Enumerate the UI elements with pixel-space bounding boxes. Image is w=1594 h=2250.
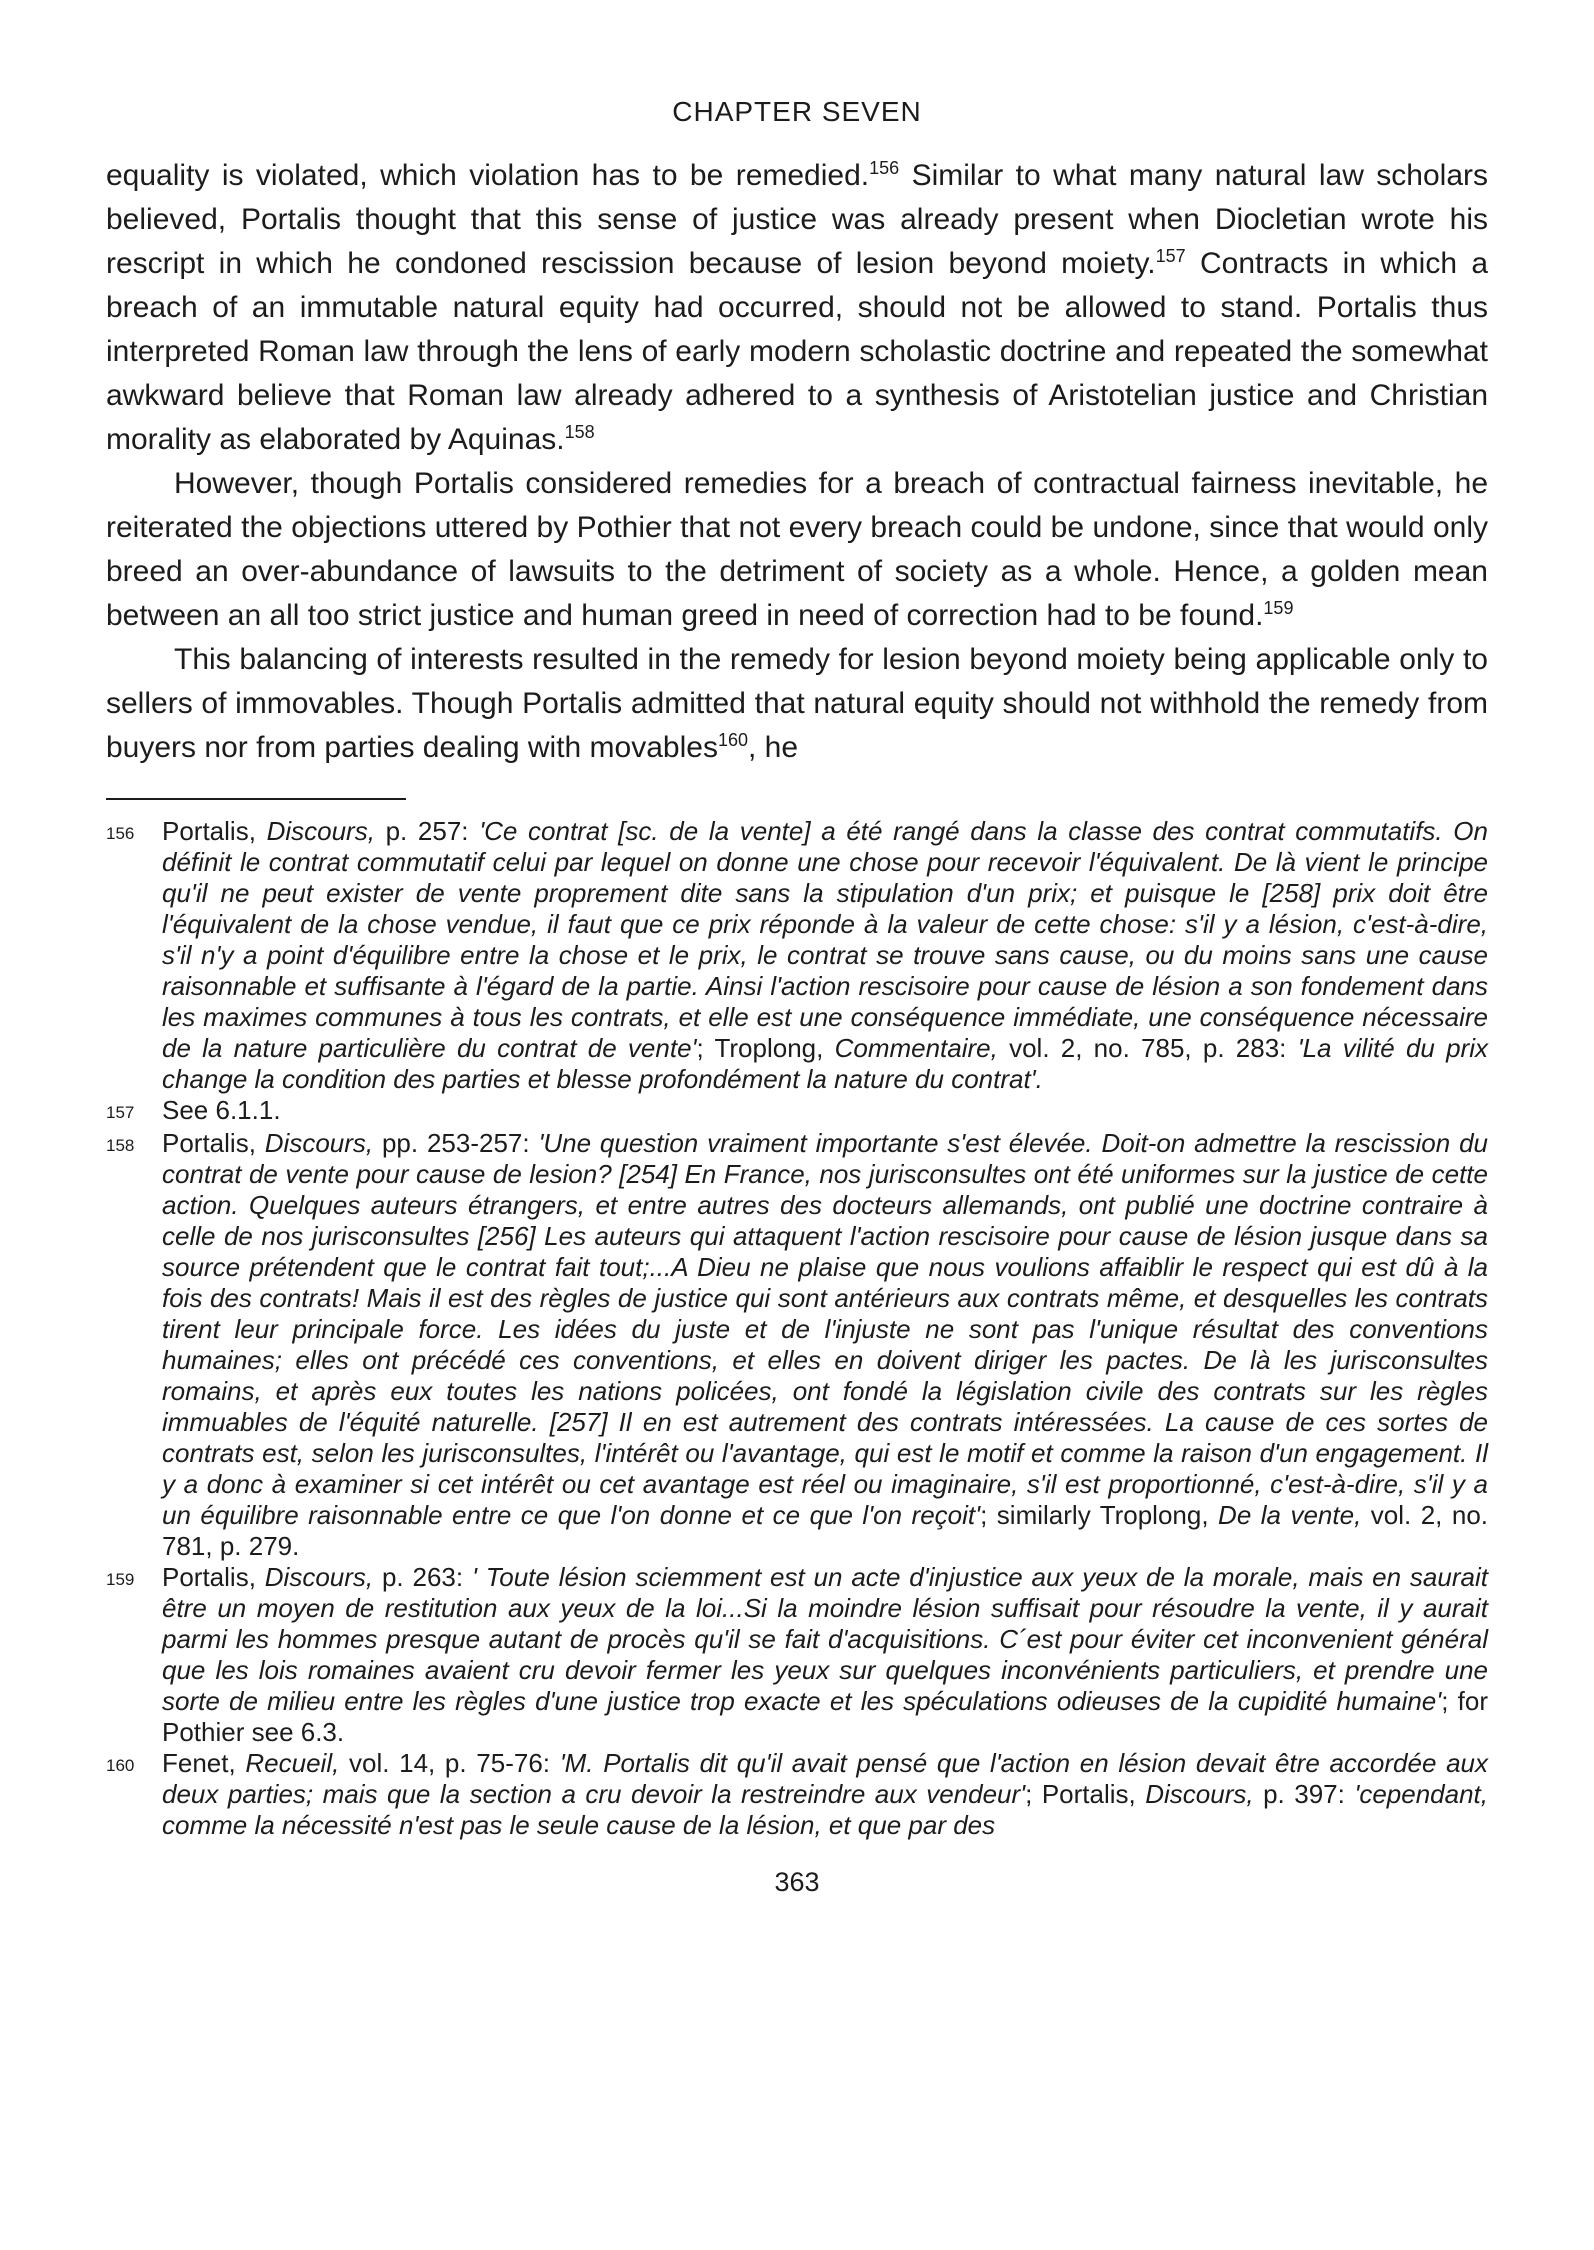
footnote-ref: 157 xyxy=(1155,246,1186,266)
text-segment: Portalis, xyxy=(162,1128,265,1158)
footnote xyxy=(106,1562,1488,1748)
footnote xyxy=(106,1095,1488,1128)
footnote-text xyxy=(162,1095,1488,1128)
footnote-ref: 159 xyxy=(1263,598,1294,618)
text-segment: Portalis, xyxy=(162,1562,265,1592)
text-segment: vol. 14, p. 75-76: xyxy=(339,1748,560,1778)
chapter-header: CHAPTER SEVEN xyxy=(672,96,922,127)
text-segment: ; Portalis, xyxy=(1025,1779,1146,1809)
footnote-ref: 158 xyxy=(564,422,595,442)
footnote-text xyxy=(162,816,1488,1095)
text-segment: , he xyxy=(748,731,799,764)
text-segment: Portalis, xyxy=(162,816,267,846)
footnote-separator xyxy=(106,798,406,800)
text-segment: 'Une question vraiment importante s'est élevée. Doit-on admettre la rescission du contrat de vente pour cause de lesion? [254] En France, nos jurisconsultes ont été uniformes sur la justice de cette action. Quelques auteurs étrangers, et entre autres des docteurs allemands, ont publié une doctrine contraire à celle de nos jurisconsultes [256] Les auteurs qui attaquent l'action rescisoire pour cause de lésion jusque dans sa source prétendent que le contrat fait tout;...A Dieu ne plaise que nous voulions affaiblir le respect qui est dû à la fois des contrats! Mais il est des règles de justice qui sont antérieurs aux contrats même, et desquelles les contrats tirent leur principale force. Les idées du juste et de l'injuste ne sont pas l'unique résultat des conventions humaines; elles ont précédé ces conventions, et elles en doivent diriger les pactes. De là les jurisconsultes romains, et après eux toutes les nations policées, ont fondé la législation civile des contrats sur les règles immuables de l'équité naturelle. [257] Il en est autrement des contrats intéressées. La cause de ces sortes de contrats est, selon les jurisconsultes, l'intérêt ou l'avantage, qui est le motif et comme la raison d'un engagement. Il y a donc à examiner si cet intérêt ou cet avantage est réel ou imaginaire, s'il est proportionné, c'est-à-dire, s'il y a un équilibre raisonnable entre ce que l'on donne et ce que l'on reçoit' xyxy=(162,1128,1488,1530)
footnote-text xyxy=(162,1562,1488,1748)
footnote-text xyxy=(162,1748,1488,1841)
text-segment: 'M. Portalis dit qu'il avait pensé que l'action en lésion devait être accordée aux deux parties; mais que la section a cru devoir la restreindre aux vendeur' xyxy=(162,1748,1488,1809)
footnote-text xyxy=(162,1128,1488,1562)
page-number: 363 xyxy=(774,1867,820,1897)
text-segment: 'cependant, comme la nécessité n'est pas le seule cause de la lésion, et que par des xyxy=(162,1779,1488,1840)
text-segment: De la vente, xyxy=(1218,1500,1362,1530)
text-segment: ' Toute lésion sciemment est un acte d'injustice aux yeux de la morale, mais en saurait être un moyen de restitution aux yeux de la loi...Si la moindre lésion suffisait pour résoudre la vente, il y aurait parmi les hommes presque autant de procès qu'il se fait d'acquisitions. C´est pour éviter cet inconvenient général que les lois romaines avaient cru devoir fermer les yeux sur quelques inconvénients particuliers, et prendre une sorte de milieu entre les règles d'une justice trop exacte et les spéculations odieuses de la cupidité humaine' xyxy=(162,1562,1488,1716)
footnote xyxy=(106,1748,1488,1841)
footnote-number: 159 xyxy=(106,1570,135,1589)
text-segment: Contracts in which a breach of an immutable natural equity had occurred, should not be allowed to stand. Portalis thus interpreted Roman law through the lens of early modern scholastic doctrine and repeated the somewhat awkward believe that Roman law already adhered to a synthesis of Aristotelian justice and Christian morality as elaborated by Aquinas. xyxy=(106,247,1489,456)
text-segment: Similar to what many natural law scholars believed, Portalis thought that this sense of justice was already present when Diocletian wrote his rescript in which he condoned rescission because of lesion beyond moiety. xyxy=(106,159,1488,280)
footnote-number: 157 xyxy=(106,1103,135,1122)
text-segment: vol. 2, no. 781, p. 279. xyxy=(162,1500,1489,1561)
text-segment: Discours, xyxy=(264,1128,374,1158)
text-segment: Recueil, xyxy=(245,1748,340,1778)
text-segment: vol. 2, no. 785, p. 283: xyxy=(997,1033,1298,1063)
body-text xyxy=(106,154,1488,770)
text-segment: However, though Portalis considered remedies for a breach of contractual fairness inevitable, he reiterated the objections uttered by Pothier that not every breach could be undone, since that would only breed an over-abundance of lawsuits to the detriment of society as a whole. Hence, a golden mean between an all too strict justice and human greed in need of correction had to be found. xyxy=(106,467,1488,632)
text-segment: Commentaire, xyxy=(834,1033,998,1063)
body-paragraph xyxy=(106,154,1488,462)
text-segment: p. 263: xyxy=(373,1562,472,1592)
text-segment: equality is violated, which violation has to be remedied. xyxy=(106,159,870,192)
text-segment: ; Troplong, xyxy=(696,1033,835,1063)
text-segment: p. 397: xyxy=(1253,1779,1355,1809)
text-segment: Fenet, xyxy=(162,1748,246,1778)
text-segment: 'Ce contrat [sc. de la vente] a été rangé dans la classe des contrat commutatifs. On définit le contrat commutatif celui par lequel on donne une chose pour recevoir l'équivalent. De là vient le principe qu'il ne peut exister de vente proprement dite sans la stipulation d'un prix; et puisque le [258] prix doit être l'équivalent de la chose vendue, il faut que ce prix réponde à la valeur de cette chose: s'il y a lésion, c'est-à-dire, s'il n'y a point d'équilibre entre la chose et le prix, le contrat se trouve sans cause, ou du moins sans une cause raisonnable et suffisante à l'égard de la partie. Ainsi l'action rescisoire pour cause de lésion a son fondement dans les maximes communes à tous les contrats, et elle est une conséquence immédiate, une conséquence nécessaire de la nature particulière du contrat de vente' xyxy=(162,816,1488,1063)
footnote-ref: 160 xyxy=(717,730,748,750)
footnote xyxy=(106,816,1488,1095)
text-segment: Discours, xyxy=(1145,1779,1254,1809)
body-paragraph xyxy=(106,638,1488,770)
text-segment: p. 257: xyxy=(374,816,480,846)
footnote-ref: 156 xyxy=(869,158,900,178)
footnote-number: 158 xyxy=(106,1136,135,1155)
text-segment: ; similarly Troplong, xyxy=(980,1500,1219,1530)
footnote xyxy=(106,1128,1488,1562)
text-segment: ; for Pothier see 6.3. xyxy=(162,1686,1488,1747)
body-paragraph xyxy=(106,462,1488,638)
footnotes-list xyxy=(106,816,1488,1841)
footnote-number: 156 xyxy=(106,824,135,843)
text-segment: Discours, xyxy=(266,816,375,846)
text-segment: See 6.1.1. xyxy=(162,1095,281,1125)
text-segment: pp. 253-257: xyxy=(373,1128,539,1158)
footnote-number: 160 xyxy=(106,1756,135,1775)
text-segment: Discours, xyxy=(264,1562,374,1592)
text-segment: 'La vilité du prix change la condition des parties et blesse profondément la nature du contrat'. xyxy=(162,1033,1488,1094)
text-segment: This balancing of interests resulted in the remedy for lesion beyond moiety being applicable only to sellers of immovables. Though Portalis admitted that natural equity should not withhold the remedy from buyers nor from parties dealing with movables xyxy=(106,643,1488,764)
